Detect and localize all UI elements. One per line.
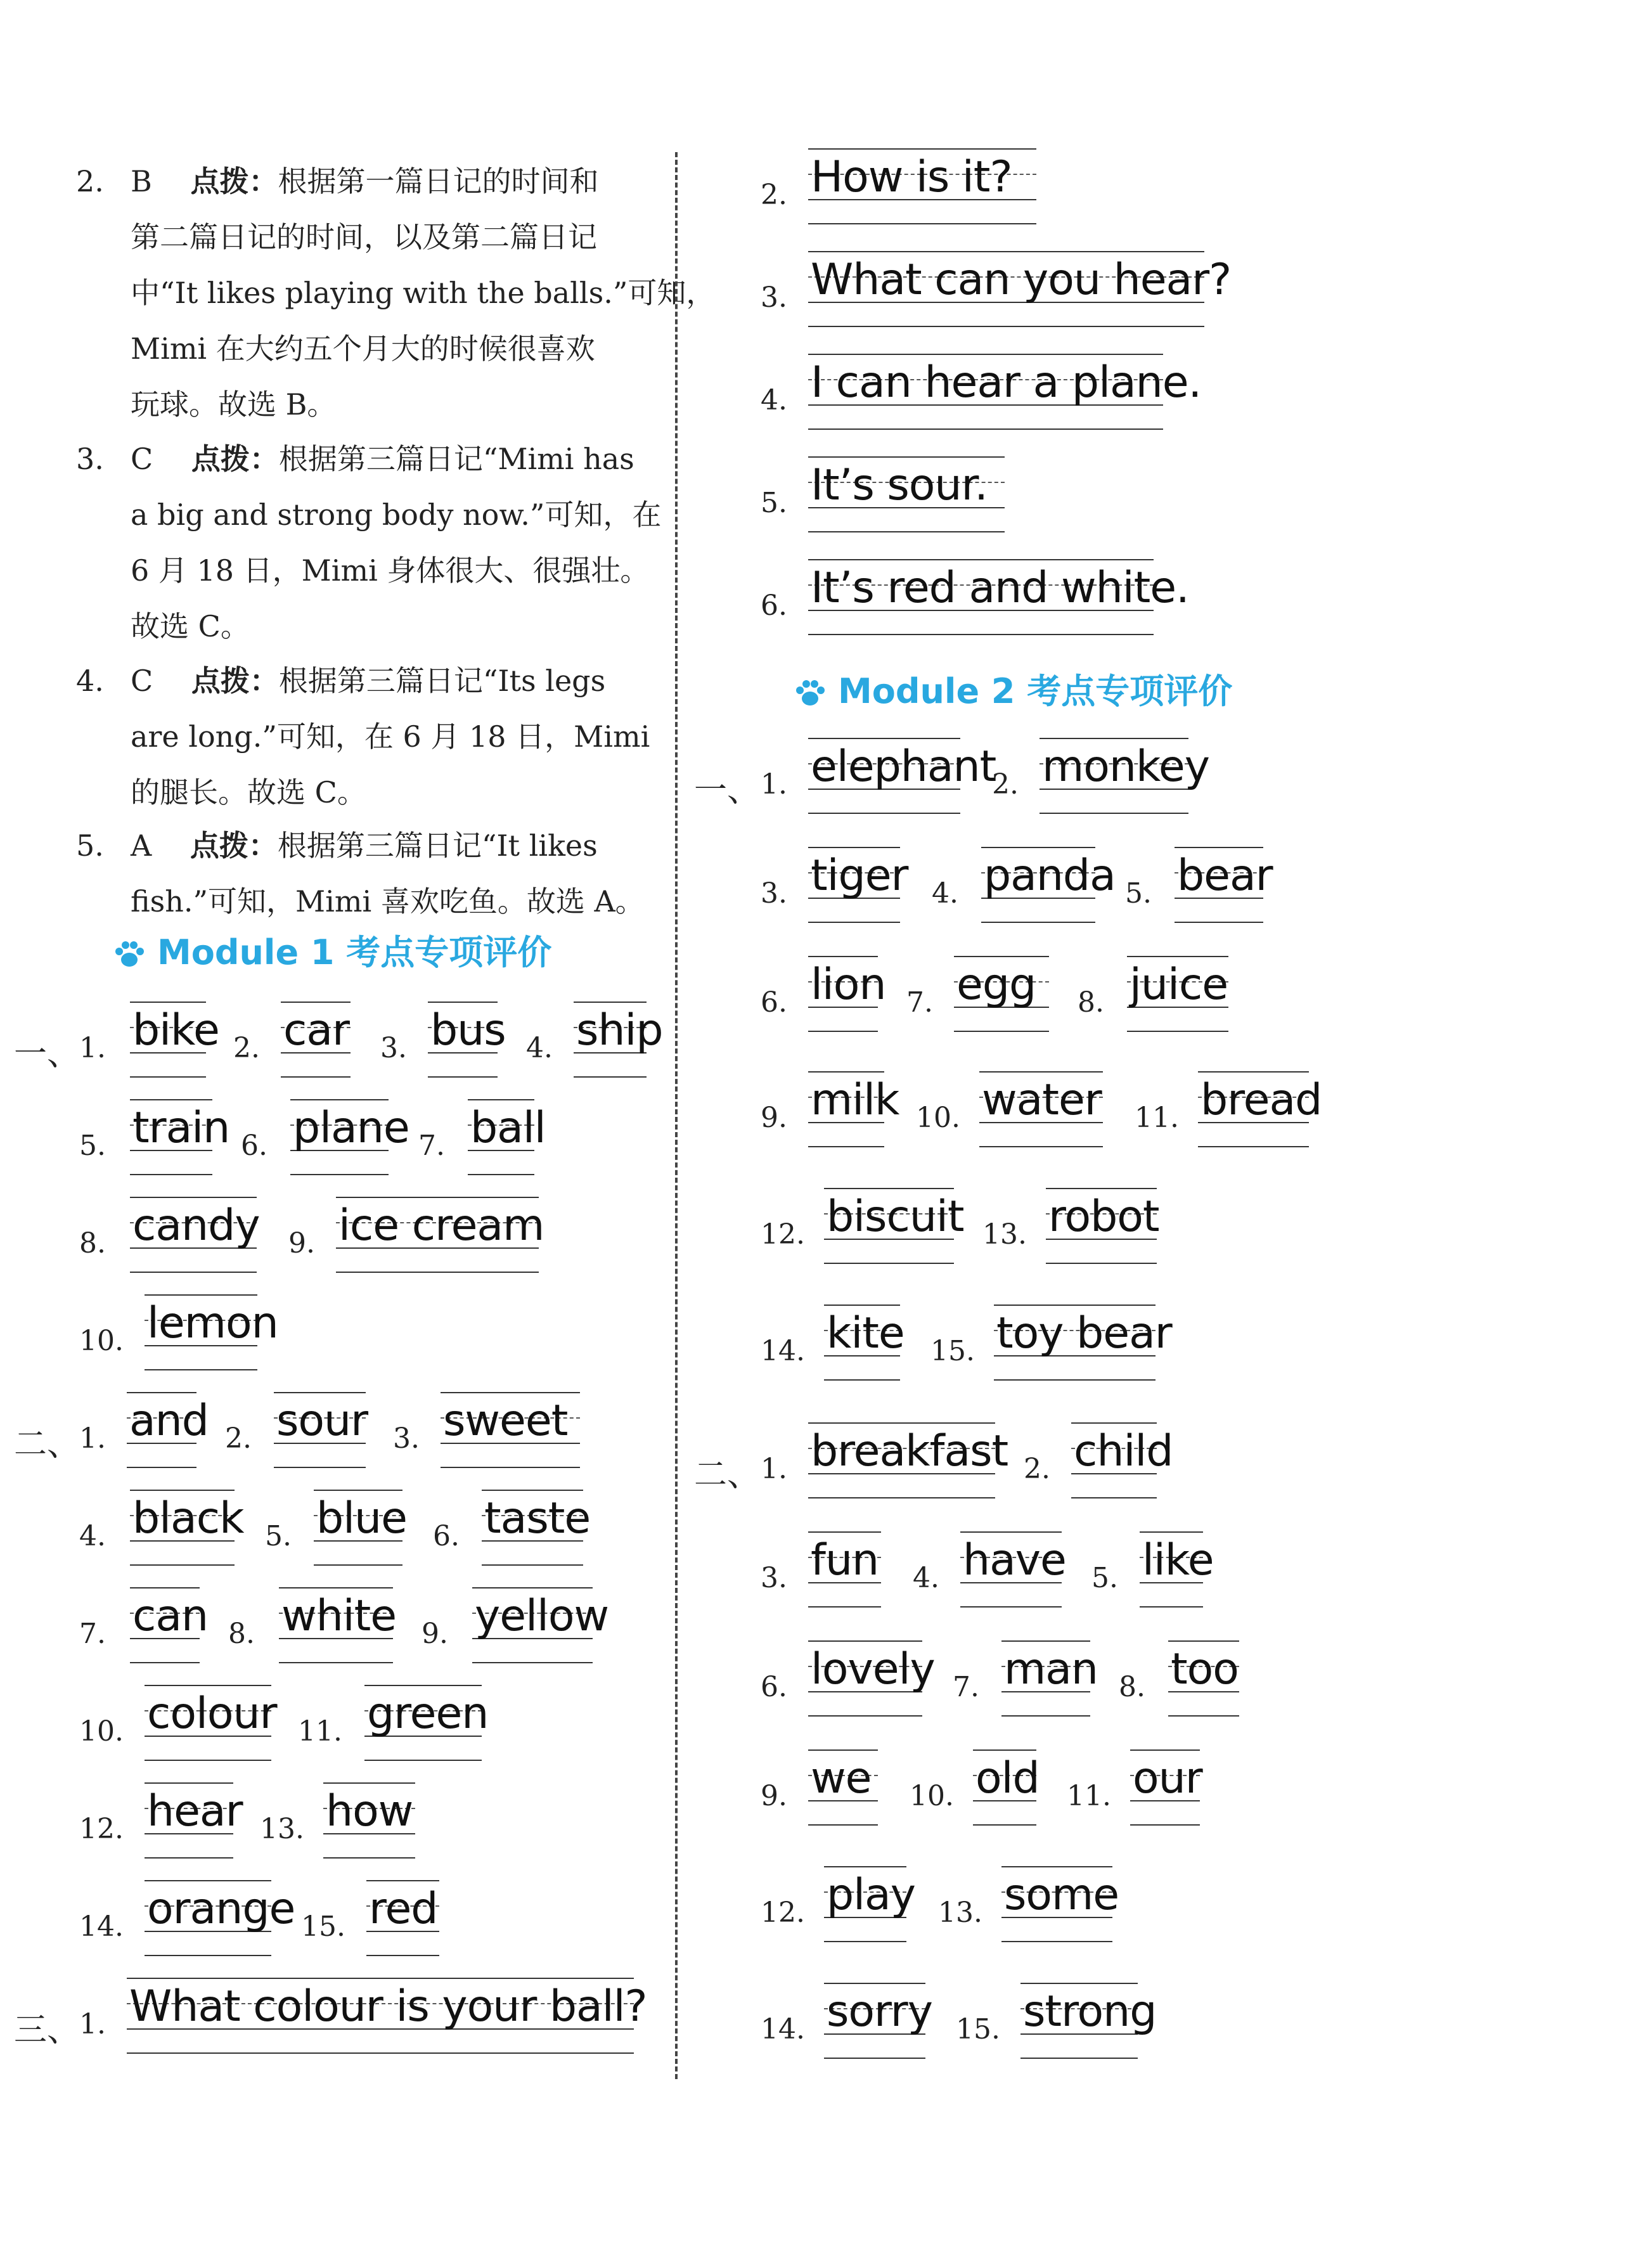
answer-text: robot (1048, 1192, 1159, 1242)
answer-line (145, 1685, 277, 1761)
answer-text: It’s red and white. (811, 563, 1189, 613)
paw-icon (113, 940, 146, 969)
answer-text: candy (132, 1201, 260, 1251)
answer-text: our (1133, 1753, 1202, 1803)
item-number: 8. (1119, 1671, 1145, 1703)
answer-line (574, 1002, 663, 1078)
answer-text: white (281, 1591, 397, 1641)
section-number-two: 二、 (14, 1426, 80, 1464)
answer-text: ball (470, 1103, 546, 1153)
answer-line (130, 1587, 209, 1663)
answer-line (364, 1685, 489, 1761)
answer-text: yellow (475, 1591, 609, 1641)
answer-line (1046, 1188, 1157, 1264)
answer-text: have (963, 1535, 1066, 1585)
note-line: C 点拨：根据第三篇日记“Its legs (131, 664, 606, 698)
answer-text: What colour is your ball? (129, 1981, 647, 2032)
paw-icon (794, 679, 827, 708)
item-number: 13. (982, 1218, 1027, 1251)
answer-line (281, 1002, 351, 1078)
answer-line (130, 1002, 219, 1078)
item-number: 5. (1125, 877, 1152, 910)
hint-keyword: 点拨： (190, 164, 278, 198)
answer-line (1001, 1866, 1119, 1942)
note-item-4 (76, 653, 659, 820)
answer-text: How is it? (811, 152, 1012, 202)
note-item-3 (76, 431, 662, 654)
answer-text: breakfast (811, 1426, 1008, 1476)
item-number: 10. (910, 1780, 954, 1812)
answer-text: What can you hear? (811, 255, 1232, 305)
item-number: 5. (761, 487, 787, 519)
note-line: 故选 C。 (131, 609, 250, 643)
item-number: 6. (761, 590, 787, 622)
answer-line (1071, 1422, 1173, 1498)
answer-line (994, 1305, 1172, 1381)
answer-text: and (129, 1396, 209, 1446)
hint-keyword: 点拨： (190, 828, 278, 863)
item-number: 14. (761, 2013, 805, 2046)
note-item-5 (76, 818, 659, 929)
answer-text: colour (147, 1689, 277, 1739)
item-number: 4. (932, 877, 958, 910)
column-divider (675, 152, 678, 2079)
item-number: 8. (79, 1227, 106, 1260)
answer-line (808, 148, 1036, 224)
answer-line (808, 1422, 1008, 1498)
answer-text: some (1004, 1870, 1119, 1920)
item-number: 14. (79, 1910, 124, 1943)
item-number: 7. (79, 1618, 106, 1650)
item-number: 15. (956, 2013, 1000, 2046)
answer-text: red (369, 1884, 438, 1934)
item-number: 11. (298, 1715, 342, 1748)
answer-line (314, 1490, 407, 1566)
answer-text: child (1074, 1426, 1173, 1476)
item-number: 3. (380, 1032, 407, 1064)
answer-line (808, 738, 996, 814)
answer-text: like (1142, 1535, 1214, 1585)
answer-text: black (132, 1493, 244, 1543)
answer-text: milk (811, 1075, 899, 1125)
hint-keyword: 点拨： (191, 664, 279, 698)
answer-text: It’s sour. (811, 460, 988, 510)
answer-line (808, 1749, 878, 1826)
answer-line (127, 1978, 647, 2054)
answer-text: plane (293, 1103, 409, 1153)
answer-line (1020, 1983, 1157, 2059)
item-number: 3. (761, 281, 787, 314)
answer-text: monkey (1042, 742, 1209, 792)
answer-line (428, 1002, 506, 1078)
note-line: 中“It likes playing with the balls.”可知， (131, 276, 716, 310)
item-number: 9. (761, 1102, 787, 1134)
item-number: 12. (79, 1813, 124, 1845)
answer-text: toy bear (996, 1308, 1172, 1358)
answer-text: egg (956, 960, 1036, 1010)
answer-line (1198, 1071, 1322, 1147)
item-number: 5. (265, 1520, 292, 1552)
item-number: 3. (761, 1562, 787, 1594)
item-number: 5. (79, 1130, 106, 1162)
answer-line (323, 1782, 415, 1859)
answer-line (808, 1640, 935, 1717)
item-number: 9. (288, 1227, 315, 1260)
answer-line (808, 1071, 899, 1147)
answer-text: how (326, 1786, 413, 1836)
module1-title-text: Module 1 考点专项评价 (157, 932, 552, 972)
answer-text: play (827, 1870, 915, 1920)
answer-text: bear (1177, 851, 1273, 901)
answer-text: train (132, 1103, 230, 1153)
note-line: C 点拨：根据第三篇日记“Mimi has (131, 442, 634, 476)
item-number: 15. (301, 1910, 345, 1943)
answer-line (145, 1880, 295, 1956)
answer-text: hear (147, 1786, 243, 1836)
note-line: are long.”可知，在 6 月 18 日，Mimi (131, 719, 650, 754)
item-number: 10. (79, 1715, 124, 1748)
item-number: 5. (1091, 1562, 1118, 1594)
module2-title-text: Module 2 考点专项评价 (838, 671, 1233, 711)
answer-text: tiger (811, 851, 908, 901)
item-number: 3. (393, 1422, 420, 1455)
answer-line (336, 1197, 544, 1273)
answer-text: fun (811, 1535, 879, 1585)
item-number: 2. (992, 768, 1019, 801)
answer-text: taste (484, 1493, 591, 1543)
item-number: 9. (761, 1780, 787, 1812)
item-number: 11. (1135, 1102, 1179, 1134)
answer-text: juice (1130, 960, 1228, 1010)
item-number: 4. (761, 384, 787, 416)
hint-keyword: 点拨： (191, 442, 279, 476)
answer-line (130, 1490, 244, 1566)
answer-text: biscuit (827, 1192, 964, 1242)
answer-line (824, 1305, 904, 1381)
module2-title (794, 664, 1232, 713)
answer-line (981, 847, 1116, 923)
answer-line (960, 1531, 1066, 1608)
item-number: 3. (761, 877, 787, 910)
item-number: 7. (953, 1671, 979, 1703)
answer-text: bike (132, 1005, 219, 1055)
answer-text: car (283, 1005, 350, 1055)
item-number: 7. (906, 986, 933, 1019)
item-number: 1. (761, 1453, 787, 1485)
answer-text: water (982, 1075, 1102, 1125)
item-number: 12. (761, 1218, 805, 1251)
answer-text: too (1171, 1644, 1239, 1694)
answer-text: blue (316, 1493, 407, 1543)
item-number: 8. (228, 1618, 255, 1650)
answer-line (145, 1782, 243, 1859)
answer-text: man (1004, 1644, 1098, 1694)
answer-text: green (367, 1689, 489, 1739)
note-line: 玩球。故选 B。 (131, 387, 337, 422)
answer-line (279, 1587, 397, 1663)
note-number: 2. (76, 164, 104, 198)
item-number: 6. (761, 986, 787, 1019)
answer-line (808, 354, 1202, 430)
item-number: 10. (79, 1325, 124, 1357)
item-number: 4. (79, 1520, 106, 1552)
item-number: 14. (761, 1335, 805, 1367)
note-line: 6 月 18 日，Mimi 身体很大、很强壮。 (131, 553, 650, 588)
note-item-2 (76, 153, 716, 432)
module1-title (113, 925, 551, 974)
answer-line (808, 956, 886, 1032)
note-line: fish.”可知，Mimi 喜欢吃鱼。故选 A。 (131, 884, 645, 918)
answer-line (1175, 847, 1273, 923)
answer-text: we (811, 1753, 872, 1803)
note-line: A 点拨：根据第三篇日记“It likes (131, 828, 598, 863)
answer-line (274, 1392, 366, 1468)
item-number: 4. (526, 1032, 553, 1064)
answer-line (808, 251, 1232, 327)
item-number: 6. (241, 1130, 267, 1162)
answer-text: I can hear a plane. (811, 358, 1202, 408)
answer-text: kite (827, 1308, 904, 1358)
answer-line (824, 1866, 915, 1942)
answer-line (1168, 1640, 1239, 1717)
item-number: 2. (225, 1422, 252, 1455)
answer-text: sorry (827, 1987, 932, 2037)
answer-text: ice cream (338, 1201, 544, 1251)
section-number-one: 一、 (694, 771, 761, 809)
answer-text: strong (1023, 1987, 1157, 2037)
answer-text: orange (147, 1884, 295, 1934)
answer-text: bread (1201, 1075, 1322, 1125)
answer-line (130, 1197, 260, 1273)
item-number: 7. (418, 1130, 445, 1162)
item-number: 8. (1078, 986, 1104, 1019)
note-line: B 点拨：根据第一篇日记的时间和 (131, 164, 599, 198)
answer-text: can (132, 1591, 209, 1641)
item-number: 1. (761, 768, 787, 801)
item-number: 4. (913, 1562, 939, 1594)
answer-line (1140, 1531, 1214, 1608)
answer-line (366, 1880, 439, 1956)
answer-line (472, 1587, 609, 1663)
note-line: 第二篇日记的时间，以及第二篇日记 (131, 220, 597, 254)
item-number: 9. (422, 1618, 448, 1650)
answer-line (441, 1392, 580, 1468)
item-number: 10. (916, 1102, 960, 1134)
note-number: 5. (76, 828, 104, 863)
answer-line (145, 1294, 278, 1370)
answer-line (979, 1071, 1103, 1147)
answer-line (824, 1983, 932, 2059)
item-number: 2. (761, 179, 787, 211)
answer-line (824, 1188, 964, 1264)
note-line: Mimi 在大约五个月大的时候很喜欢 (131, 332, 595, 366)
answer-text: elephant (811, 742, 996, 792)
item-number: 13. (260, 1813, 304, 1845)
note-line: a big and strong body now.”可知，在 (131, 498, 662, 532)
section-number-three: 三、 (14, 2011, 80, 2049)
item-number: 1. (79, 1422, 106, 1455)
answer-line (130, 1099, 230, 1175)
answer-line (127, 1392, 209, 1468)
answer-line (482, 1490, 591, 1566)
answer-line (290, 1099, 409, 1175)
answer-line (1040, 738, 1209, 814)
item-number: 2. (1024, 1453, 1050, 1485)
answer-line (808, 559, 1189, 635)
answer-line (808, 1531, 881, 1608)
note-number: 4. (76, 664, 104, 698)
answer-text: panda (984, 851, 1116, 901)
answer-text: old (975, 1753, 1040, 1803)
answer-line (973, 1749, 1040, 1826)
answer-line (1127, 956, 1228, 1032)
answer-text: ship (576, 1005, 663, 1055)
answer-text: lemon (147, 1298, 278, 1348)
item-number: 6. (433, 1520, 460, 1552)
item-number: 12. (761, 1897, 805, 1929)
answer-text: sour (276, 1396, 368, 1446)
item-number: 2. (233, 1032, 260, 1064)
item-number: 15. (930, 1335, 975, 1367)
section-number-two: 二、 (694, 1456, 761, 1494)
section-number-one: 一、 (14, 1035, 80, 1073)
note-line: 的腿长。故选 C。 (131, 775, 366, 809)
answer-line (1130, 1749, 1200, 1826)
item-number: 1. (79, 1032, 106, 1064)
item-number: 1. (79, 2008, 106, 2040)
item-number: 11. (1067, 1780, 1111, 1812)
answer-line (808, 847, 908, 923)
item-number: 13. (938, 1897, 982, 1929)
answer-text: sweet (443, 1396, 568, 1446)
answer-text: bus (430, 1005, 506, 1055)
item-number: 6. (761, 1671, 787, 1703)
answer-line (1001, 1640, 1098, 1717)
answer-line (954, 956, 1049, 1032)
answer-line (468, 1099, 546, 1175)
answer-text: lion (811, 960, 886, 1010)
answer-line (808, 456, 1005, 532)
note-number: 3. (76, 442, 104, 476)
answer-text: lovely (811, 1644, 935, 1694)
